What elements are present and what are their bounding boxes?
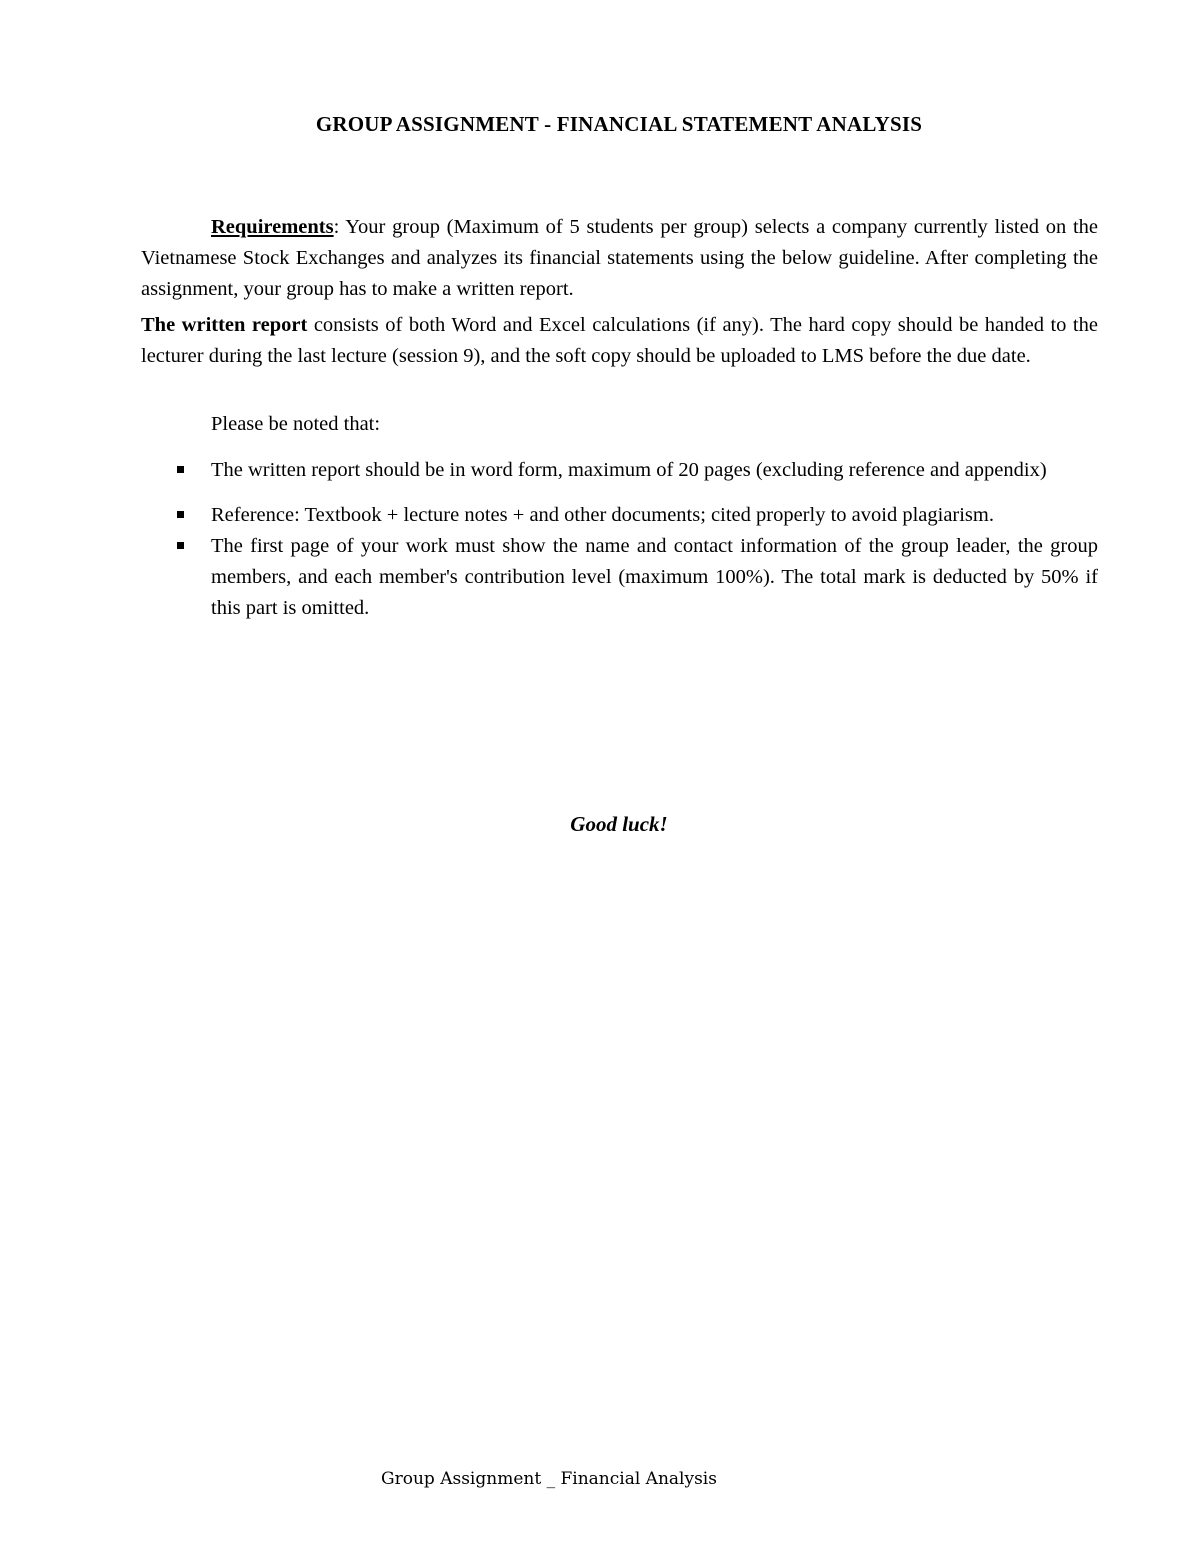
bullet-item-first-page <box>141 531 1098 624</box>
closing-note: Good luck! <box>570 812 668 836</box>
written-report-label: The written report <box>141 314 308 336</box>
square-bullet-icon <box>177 466 184 473</box>
bullet-item-word-form <box>141 455 1098 486</box>
bullet-text: The written report should be in word form, maximum of 20 pages (excluding reference and appendix) <box>211 459 1047 481</box>
requirements-label: Requirements <box>211 216 334 238</box>
document-title: GROUP ASSIGNMENT - FINANCIAL STATEMENT ANALYSIS <box>315 112 923 136</box>
square-bullet-icon <box>177 542 184 549</box>
written-report-paragraph <box>141 310 1098 372</box>
square-bullet-icon <box>177 511 184 518</box>
bullet-item-reference <box>141 500 1098 531</box>
bullet-text: Reference: Textbook + lecture notes + and other documents; cited properly to avoid plagiarism. <box>211 504 994 526</box>
page-footer: Group Assignment _ Financial Analysis <box>381 1469 717 1489</box>
requirements-bullet-list <box>141 455 1098 624</box>
requirements-paragraph <box>141 212 1098 305</box>
bullet-text: The first page of your work must show the name and contact information of the group leader, the group members, and each member's contribution level (maximum 100%). The total mark is deducted by 50% if this part is omitted. <box>211 535 1098 619</box>
written-report-text: consists of both Word and Excel calculations (if any). The hard copy should be handed to the lecturer during the last lecture (session 9), and the soft copy should be uploaded to LMS before the due date. <box>141 314 1098 367</box>
noted-intro: Please be noted that: <box>211 413 381 435</box>
requirements-text: : Your group (Maximum of 5 students per group) selects a company currently listed on the Vietnamese Stock Exchanges and analyzes its financial statements using the below guideline. After completing the assignment, your group has to make a written report. <box>141 216 1098 300</box>
